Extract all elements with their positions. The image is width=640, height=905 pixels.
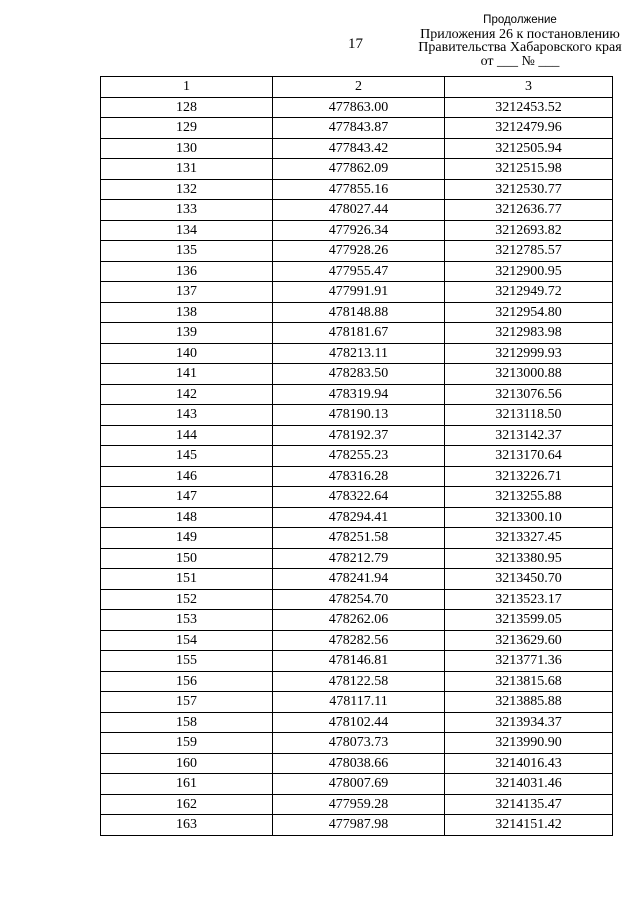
y-coordinate-cell: 3213523.17 <box>445 589 613 610</box>
point-number-cell: 140 <box>101 343 273 364</box>
x-coordinate-cell: 478146.81 <box>273 651 445 672</box>
y-coordinate-cell: 3214031.46 <box>445 774 613 795</box>
appendix-reference: Приложения 26 к постановлению <box>420 26 620 42</box>
x-coordinate-cell: 477928.26 <box>273 241 445 262</box>
point-number-cell: 161 <box>101 774 273 795</box>
x-coordinate-cell: 478255.23 <box>273 446 445 467</box>
point-number-cell: 158 <box>101 712 273 733</box>
y-coordinate-cell: 3214135.47 <box>445 794 613 815</box>
point-number-cell: 132 <box>101 179 273 200</box>
y-coordinate-cell: 3213226.71 <box>445 466 613 487</box>
x-coordinate-cell: 478038.66 <box>273 753 445 774</box>
table-row <box>101 630 613 651</box>
table-row <box>101 261 613 282</box>
table-row <box>101 446 613 467</box>
table-row <box>101 651 613 672</box>
point-number-cell: 134 <box>101 220 273 241</box>
table-row <box>101 507 613 528</box>
table-row <box>101 200 613 221</box>
point-number-cell: 153 <box>101 610 273 631</box>
y-coordinate-cell: 3213885.88 <box>445 692 613 713</box>
y-coordinate-cell: 3213934.37 <box>445 712 613 733</box>
y-coordinate-cell: 3213118.50 <box>445 405 613 426</box>
point-number-cell: 156 <box>101 671 273 692</box>
y-coordinate-cell: 3212636.77 <box>445 200 613 221</box>
point-number-cell: 163 <box>101 815 273 836</box>
x-coordinate-cell: 477987.98 <box>273 815 445 836</box>
y-coordinate-cell: 3213815.68 <box>445 671 613 692</box>
point-number-cell: 136 <box>101 261 273 282</box>
table-row <box>101 528 613 549</box>
table-row <box>101 343 613 364</box>
table-row <box>101 364 613 385</box>
y-coordinate-cell: 3212515.98 <box>445 159 613 180</box>
x-coordinate-cell: 478102.44 <box>273 712 445 733</box>
table-row <box>101 220 613 241</box>
y-coordinate-cell: 3212505.94 <box>445 138 613 159</box>
y-coordinate-cell: 3213076.56 <box>445 384 613 405</box>
table-row <box>101 405 613 426</box>
x-coordinate-cell: 478117.11 <box>273 692 445 713</box>
y-coordinate-cell: 3212530.77 <box>445 179 613 200</box>
point-number-cell: 139 <box>101 323 273 344</box>
y-coordinate-cell: 3212693.82 <box>445 220 613 241</box>
x-coordinate-cell: 478212.79 <box>273 548 445 569</box>
y-coordinate-cell: 3213300.10 <box>445 507 613 528</box>
x-coordinate-cell: 478192.37 <box>273 425 445 446</box>
table-row <box>101 179 613 200</box>
point-number-cell: 128 <box>101 97 273 118</box>
y-coordinate-cell: 3213629.60 <box>445 630 613 651</box>
x-coordinate-cell: 478283.50 <box>273 364 445 385</box>
x-coordinate-cell: 478148.88 <box>273 302 445 323</box>
x-coordinate-cell: 477955.47 <box>273 261 445 282</box>
x-coordinate-cell: 478262.06 <box>273 610 445 631</box>
y-coordinate-cell: 3212949.72 <box>445 282 613 303</box>
continuation-label: Продолжение <box>483 14 557 26</box>
table-row <box>101 159 613 180</box>
table-row <box>101 487 613 508</box>
date-number-placeholder: от ___ № ___ <box>480 53 560 69</box>
point-number-cell: 137 <box>101 282 273 303</box>
y-coordinate-cell: 3214151.42 <box>445 815 613 836</box>
table-row <box>101 753 613 774</box>
y-coordinate-cell: 3213142.37 <box>445 425 613 446</box>
table-row <box>101 794 613 815</box>
y-coordinate-cell: 3213000.88 <box>445 364 613 385</box>
table-row <box>101 118 613 139</box>
table-row <box>101 384 613 405</box>
x-coordinate-cell: 478181.67 <box>273 323 445 344</box>
table-row <box>101 302 613 323</box>
y-coordinate-cell: 3213450.70 <box>445 569 613 590</box>
table-header-row <box>101 77 613 98</box>
x-coordinate-cell: 478322.64 <box>273 487 445 508</box>
x-coordinate-cell: 477843.42 <box>273 138 445 159</box>
y-coordinate-cell: 3212785.57 <box>445 241 613 262</box>
table-row <box>101 733 613 754</box>
point-number-cell: 130 <box>101 138 273 159</box>
y-coordinate-cell: 3213990.90 <box>445 733 613 754</box>
x-coordinate-cell: 478282.56 <box>273 630 445 651</box>
x-coordinate-cell: 477991.91 <box>273 282 445 303</box>
y-coordinate-cell: 3212453.52 <box>445 97 613 118</box>
table-row <box>101 323 613 344</box>
table-row <box>101 671 613 692</box>
y-coordinate-cell: 3212999.93 <box>445 343 613 364</box>
table-row <box>101 425 613 446</box>
point-number-cell: 133 <box>101 200 273 221</box>
point-number-cell: 146 <box>101 466 273 487</box>
x-coordinate-cell: 478316.28 <box>273 466 445 487</box>
table-row <box>101 610 613 631</box>
column-header-y: 3 <box>445 77 613 98</box>
table-row <box>101 569 613 590</box>
y-coordinate-cell: 3212900.95 <box>445 261 613 282</box>
x-coordinate-cell: 477862.09 <box>273 159 445 180</box>
point-number-cell: 154 <box>101 630 273 651</box>
y-coordinate-cell: 3212479.96 <box>445 118 613 139</box>
x-coordinate-cell: 478122.58 <box>273 671 445 692</box>
table-row <box>101 138 613 159</box>
point-number-cell: 157 <box>101 692 273 713</box>
x-coordinate-cell: 478213.11 <box>273 343 445 364</box>
point-number-cell: 129 <box>101 118 273 139</box>
document-header <box>410 14 630 68</box>
point-number-cell: 162 <box>101 794 273 815</box>
y-coordinate-cell: 3212983.98 <box>445 323 613 344</box>
page-number: 17 <box>348 36 363 52</box>
table-row <box>101 589 613 610</box>
point-number-cell: 160 <box>101 753 273 774</box>
point-number-cell: 135 <box>101 241 273 262</box>
column-header-point: 1 <box>101 77 273 98</box>
table-row <box>101 548 613 569</box>
y-coordinate-cell: 3213599.05 <box>445 610 613 631</box>
x-coordinate-cell: 477843.87 <box>273 118 445 139</box>
y-coordinate-cell: 3214016.43 <box>445 753 613 774</box>
point-number-cell: 150 <box>101 548 273 569</box>
x-coordinate-cell: 477855.16 <box>273 179 445 200</box>
table-row <box>101 466 613 487</box>
point-number-cell: 141 <box>101 364 273 385</box>
point-number-cell: 138 <box>101 302 273 323</box>
point-number-cell: 149 <box>101 528 273 549</box>
y-coordinate-cell: 3213771.36 <box>445 651 613 672</box>
y-coordinate-cell: 3213380.95 <box>445 548 613 569</box>
point-number-cell: 142 <box>101 384 273 405</box>
y-coordinate-cell: 3213170.64 <box>445 446 613 467</box>
point-number-cell: 148 <box>101 507 273 528</box>
point-number-cell: 143 <box>101 405 273 426</box>
table-row <box>101 712 613 733</box>
table-row <box>101 241 613 262</box>
point-number-cell: 145 <box>101 446 273 467</box>
x-coordinate-cell: 478073.73 <box>273 733 445 754</box>
table-body <box>101 97 613 835</box>
point-number-cell: 151 <box>101 569 273 590</box>
point-number-cell: 152 <box>101 589 273 610</box>
y-coordinate-cell: 3213327.45 <box>445 528 613 549</box>
x-coordinate-cell: 478254.70 <box>273 589 445 610</box>
y-coordinate-cell: 3212954.80 <box>445 302 613 323</box>
coordinates-table <box>100 76 613 836</box>
x-coordinate-cell: 478007.69 <box>273 774 445 795</box>
table-row <box>101 282 613 303</box>
column-header-x: 2 <box>273 77 445 98</box>
x-coordinate-cell: 477863.00 <box>273 97 445 118</box>
table-row <box>101 692 613 713</box>
x-coordinate-cell: 478319.94 <box>273 384 445 405</box>
x-coordinate-cell: 477959.28 <box>273 794 445 815</box>
point-number-cell: 147 <box>101 487 273 508</box>
x-coordinate-cell: 478251.58 <box>273 528 445 549</box>
x-coordinate-cell: 478241.94 <box>273 569 445 590</box>
table-row <box>101 97 613 118</box>
point-number-cell: 131 <box>101 159 273 180</box>
government-reference: Правительства Хабаровского края <box>418 40 622 55</box>
point-number-cell: 155 <box>101 651 273 672</box>
x-coordinate-cell: 478294.41 <box>273 507 445 528</box>
x-coordinate-cell: 477926.34 <box>273 220 445 241</box>
table-row <box>101 815 613 836</box>
point-number-cell: 159 <box>101 733 273 754</box>
x-coordinate-cell: 478190.13 <box>273 405 445 426</box>
x-coordinate-cell: 478027.44 <box>273 200 445 221</box>
point-number-cell: 144 <box>101 425 273 446</box>
table-row <box>101 774 613 795</box>
y-coordinate-cell: 3213255.88 <box>445 487 613 508</box>
